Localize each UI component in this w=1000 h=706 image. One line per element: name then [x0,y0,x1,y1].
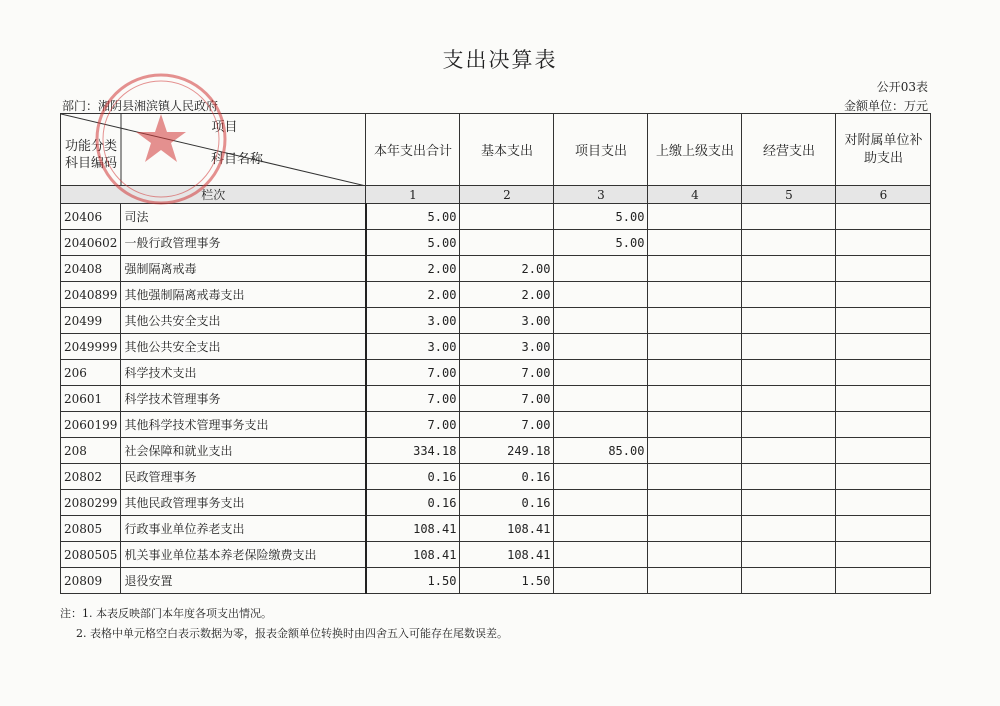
cell-subject-name: 科学技术管理事务 [121,386,366,412]
cell-business [742,490,836,516]
table-row [61,282,931,308]
cell-business [742,204,836,230]
table-row [61,464,931,490]
cell-code: 2080299 [61,490,121,516]
cell-business [742,282,836,308]
cell-subsidy [836,542,931,568]
cell-basic: 7.00 [460,386,554,412]
cell-business [742,516,836,542]
cell-total: 108.41 [366,542,460,568]
cell-business [742,230,836,256]
cell-business [742,334,836,360]
header-col-total: 本年支出合计 [366,114,460,186]
cell-total: 334.18 [366,438,460,464]
cell-total: 3.00 [366,334,460,360]
cell-subject-name: 民政管理事务 [121,464,366,490]
column-number-6: 6 [836,186,931,204]
header-col-upper: 上缴上级支出 [648,114,742,186]
cell-business [742,438,836,464]
cell-upper [648,386,742,412]
column-number-1: 1 [366,186,460,204]
cell-business [742,386,836,412]
cell-total: 7.00 [366,412,460,438]
cell-project [554,542,648,568]
cell-basic: 3.00 [460,308,554,334]
cell-basic: 0.16 [460,464,554,490]
cell-subsidy [836,464,931,490]
cell-upper [648,464,742,490]
cell-code: 20809 [61,568,121,594]
cell-subject-name: 一般行政管理事务 [121,230,366,256]
cell-project [554,464,648,490]
cell-subsidy [836,516,931,542]
cell-upper [648,282,742,308]
cell-project [554,568,648,594]
cell-total: 0.16 [366,464,460,490]
cell-code: 20499 [61,308,121,334]
cell-subject-name: 其他科学技术管理事务支出 [121,412,366,438]
column-number-2: 2 [460,186,554,204]
cell-subsidy [836,282,931,308]
cell-basic [460,204,554,230]
cell-project: 85.00 [554,438,648,464]
cell-project [554,360,648,386]
cell-code: 20408 [61,256,121,282]
cell-subject-name: 其他民政管理事务支出 [121,490,366,516]
cell-total: 108.41 [366,516,460,542]
cell-business [742,360,836,386]
table-row [61,308,931,334]
footnotes [60,604,508,644]
cell-total: 2.00 [366,282,460,308]
cell-code: 20406 [61,204,121,230]
cell-code: 2040602 [61,230,121,256]
cell-code: 2049999 [61,334,121,360]
cell-basic: 0.16 [460,490,554,516]
cell-code: 208 [61,438,121,464]
cell-total: 3.00 [366,308,460,334]
form-number: 公开03表 [876,80,928,94]
header-item: 项目 [211,120,238,135]
cell-code: 20802 [61,464,121,490]
cell-project: 5.00 [554,230,648,256]
table-row [61,412,931,438]
cell-code: 20601 [61,386,121,412]
cell-subsidy [836,230,931,256]
cell-total: 7.00 [366,386,460,412]
header-func-code: 功能分类 科目编码 [65,139,118,171]
cell-subject-name: 科学技术支出 [121,360,366,386]
cell-project [554,308,648,334]
cell-upper [648,204,742,230]
cell-upper [648,230,742,256]
cell-basic: 2.00 [460,256,554,282]
table-row [61,438,931,464]
cell-upper [648,490,742,516]
cell-basic [460,230,554,256]
cell-code: 2060199 [61,412,121,438]
cell-business [742,412,836,438]
cell-basic: 7.00 [460,360,554,386]
header-diagonal-cell [61,114,366,186]
cell-basic: 2.00 [460,282,554,308]
cell-subject-name: 社会保障和就业支出 [121,438,366,464]
cell-subject-name: 机关事业单位基本养老保险缴费支出 [121,542,366,568]
department-label: 部门：湘阴县湘滨镇人民政府 [62,99,219,113]
cell-upper [648,360,742,386]
cell-project [554,386,648,412]
cell-project [554,256,648,282]
cell-subsidy [836,204,931,230]
cell-subject-name: 行政事业单位养老支出 [121,516,366,542]
cell-code: 206 [61,360,121,386]
cell-code: 20805 [61,516,121,542]
cell-subsidy [836,412,931,438]
table-row [61,386,931,412]
footnote-2: 2. 表格中单元格空白表示数据为零，报表金额单位转换时由四舍五入可能存在尾数误差。 [76,627,508,640]
cell-basic: 249.18 [460,438,554,464]
cell-upper [648,308,742,334]
cell-total: 0.16 [366,490,460,516]
cell-business [742,542,836,568]
table-row [61,334,931,360]
cell-business [742,308,836,334]
cell-subsidy [836,568,931,594]
cell-total: 2.00 [366,256,460,282]
cell-subject-name: 其他公共安全支出 [121,334,366,360]
cell-basic: 1.50 [460,568,554,594]
cell-project: 5.00 [554,204,648,230]
header-col-project: 项目支出 [554,114,648,186]
cell-total: 5.00 [366,204,460,230]
cell-subsidy [836,360,931,386]
cell-upper [648,516,742,542]
header-col-basic: 基本支出 [460,114,554,186]
cell-basic: 7.00 [460,412,554,438]
cell-code: 2080505 [61,542,121,568]
column-number-3: 3 [554,186,648,204]
table-row [61,204,931,230]
cell-basic: 108.41 [460,516,554,542]
cell-subject-name: 其他强制隔离戒毒支出 [121,282,366,308]
cell-subsidy [836,438,931,464]
cell-upper [648,256,742,282]
cell-upper [648,438,742,464]
cell-subsidy [836,308,931,334]
cell-subject-name: 退役安置 [121,568,366,594]
cell-business [742,568,836,594]
table-row [61,230,931,256]
page-title: 支出决算表 [442,48,558,72]
cell-total: 1.50 [366,568,460,594]
cell-business [742,256,836,282]
cell-upper [648,568,742,594]
column-number-label: 栏次 [61,186,366,204]
table-row [61,360,931,386]
header-col-business: 经营支出 [742,114,836,186]
expenditure-table [60,113,931,594]
table-body [61,204,931,594]
table-row [61,568,931,594]
cell-subsidy [836,256,931,282]
table-row [61,542,931,568]
cell-subsidy [836,490,931,516]
header-subject-name: 科目名称 [211,152,264,167]
cell-upper [648,542,742,568]
cell-subsidy [836,334,931,360]
table-row [61,516,931,542]
cell-subject-name: 司法 [121,204,366,230]
cell-upper [648,412,742,438]
footnote-1: 注：1. 本表反映部门本年度各项支出情况。 [60,607,272,620]
cell-subsidy [836,386,931,412]
cell-project [554,282,648,308]
table-row [61,256,931,282]
header-col-subsidy: 对附属单位补助支出 [836,114,931,186]
cell-subject-name: 强制隔离戒毒 [121,256,366,282]
table-row [61,490,931,516]
cell-code: 2040899 [61,282,121,308]
cell-subject-name: 其他公共安全支出 [121,308,366,334]
cell-project [554,334,648,360]
cell-total: 7.00 [366,360,460,386]
amount-unit-label: 金额单位：万元 [843,99,928,113]
cell-business [742,464,836,490]
column-number-4: 4 [648,186,742,204]
cell-project [554,412,648,438]
cell-basic: 3.00 [460,334,554,360]
cell-upper [648,334,742,360]
cell-total: 5.00 [366,230,460,256]
cell-project [554,490,648,516]
cell-project [554,516,648,542]
column-number-5: 5 [742,186,836,204]
cell-basic: 108.41 [460,542,554,568]
